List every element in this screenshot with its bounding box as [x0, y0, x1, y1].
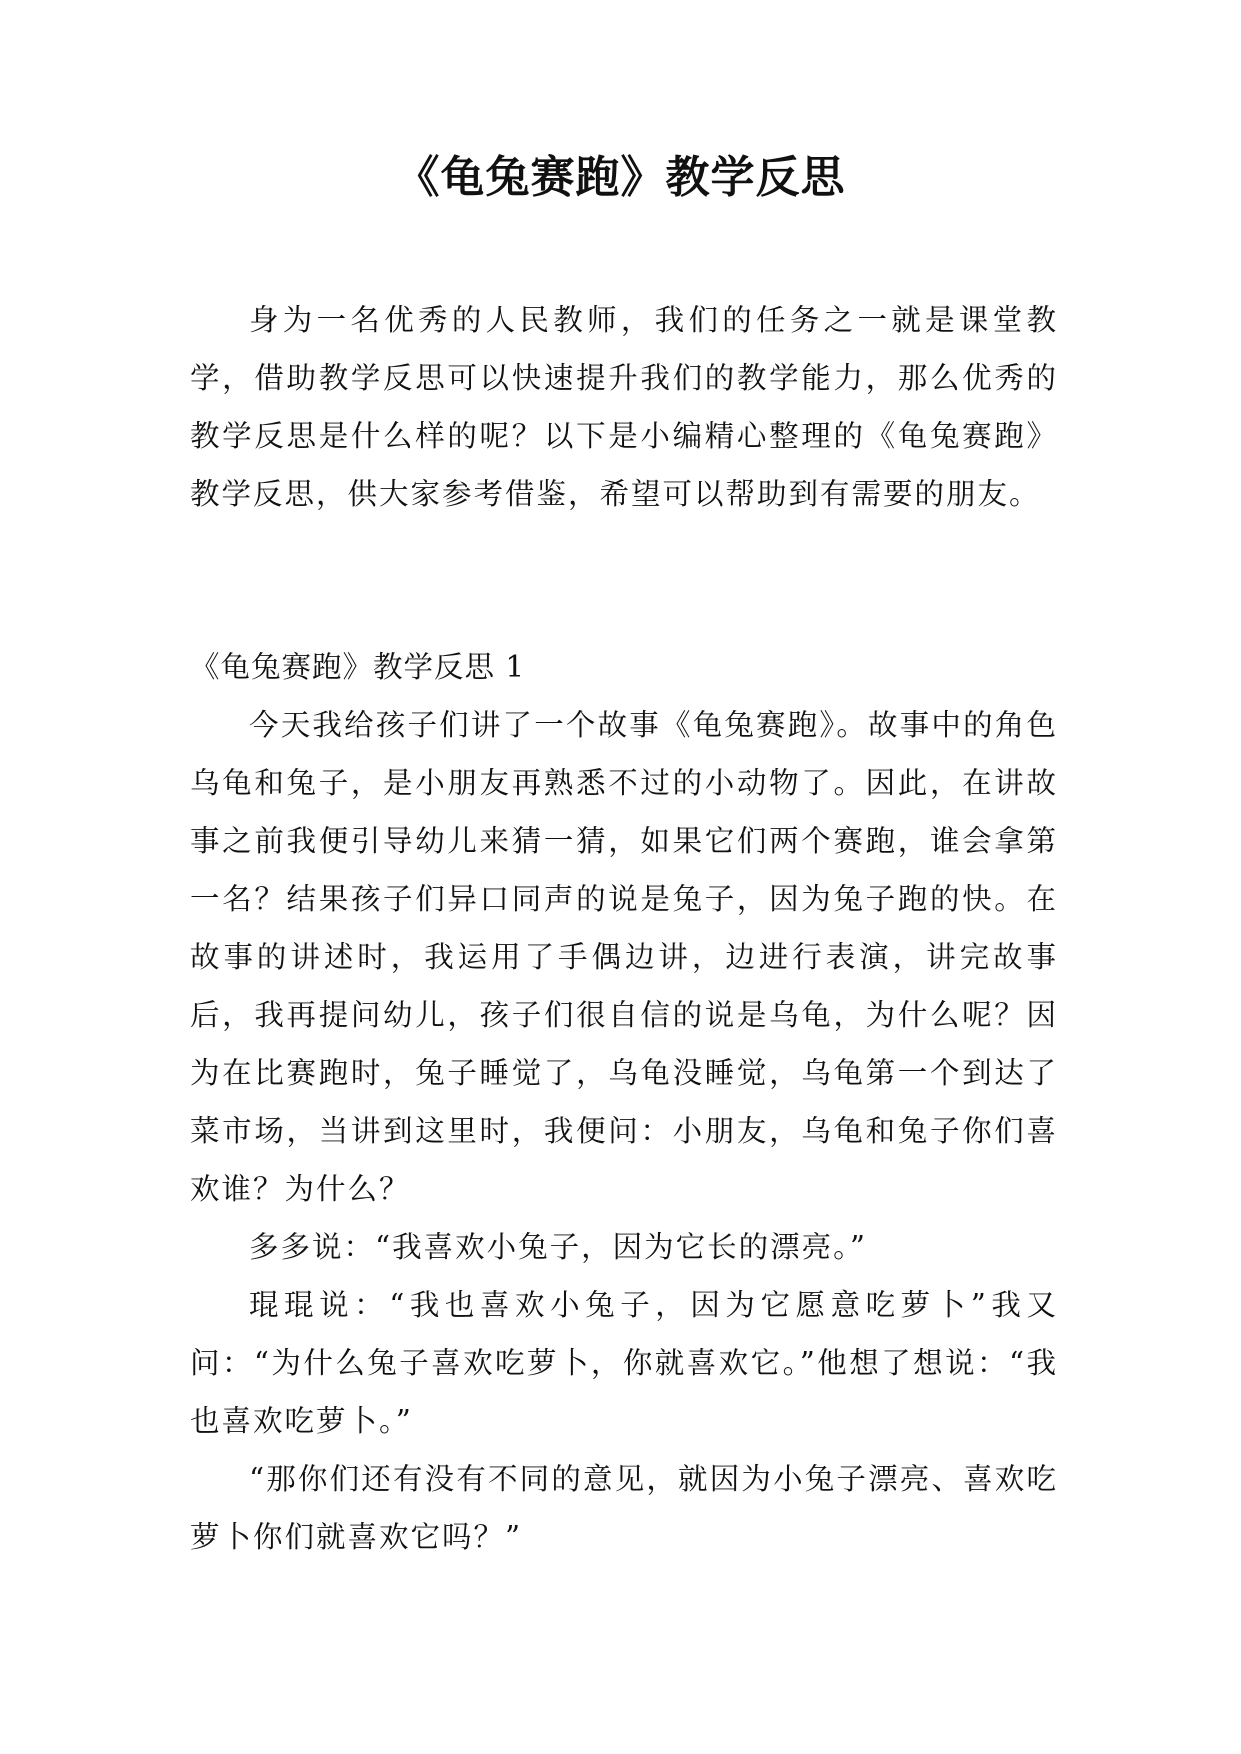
section-block: [190, 638, 1058, 1566]
body-paragraph: 多多说：“我喜欢小兔子，因为它长的漂亮。”: [249, 1230, 867, 1264]
intro-block: [190, 291, 1058, 523]
intro-paragraph: 身为一名优秀的人民教师，我们的任务之一就是课堂教学，借助教学反思可以快速提升我们的教学能力，那么优秀的教学反思是什么样的呢？以下是小编精心整理的《龟兔赛跑》教学反思，供大家参考借鉴，希望可以帮助到有需要的朋友。: [190, 303, 1058, 511]
section-heading: 《龟兔赛跑》教学反思 1: [190, 650, 526, 684]
body-paragraph: 琨琨说：“我也喜欢小兔子，因为它愿意吃萝卜”我又问：“为什么兔子喜欢吃萝卜，你就喜欢它。”他想了想说：“我也喜欢吃萝卜。”: [190, 1288, 1058, 1438]
body-paragraph: 今天我给孩子们讲了一个故事《龟兔赛跑》。故事中的角色乌龟和兔子，是小朋友再熟悉不过的小动物了。因此，在讲故事之前我便引导幼儿来猜一猜，如果它们两个赛跑，谁会拿第一名？结果孩子们异口同声的说是兔子，因为兔子跑的快。在故事的讲述时，我运用了手偶边讲，边进行表演，讲完故事后，我再提问幼儿，孩子们很自信的说是乌龟，为什么呢？因为在比赛跑时，兔子睡觉了，乌龟没睡觉，乌龟第一个到达了菜市场，当讲到这里时，我便问：小朋友，乌龟和兔子你们喜欢谁？为什么？: [190, 708, 1058, 1206]
document-title: 《龟兔赛跑》教学反思: [395, 152, 846, 203]
body-paragraph: “那你们还有没有不同的意见，就因为小兔子漂亮、喜欢吃萝卜你们就喜欢它吗？”: [190, 1462, 1058, 1554]
